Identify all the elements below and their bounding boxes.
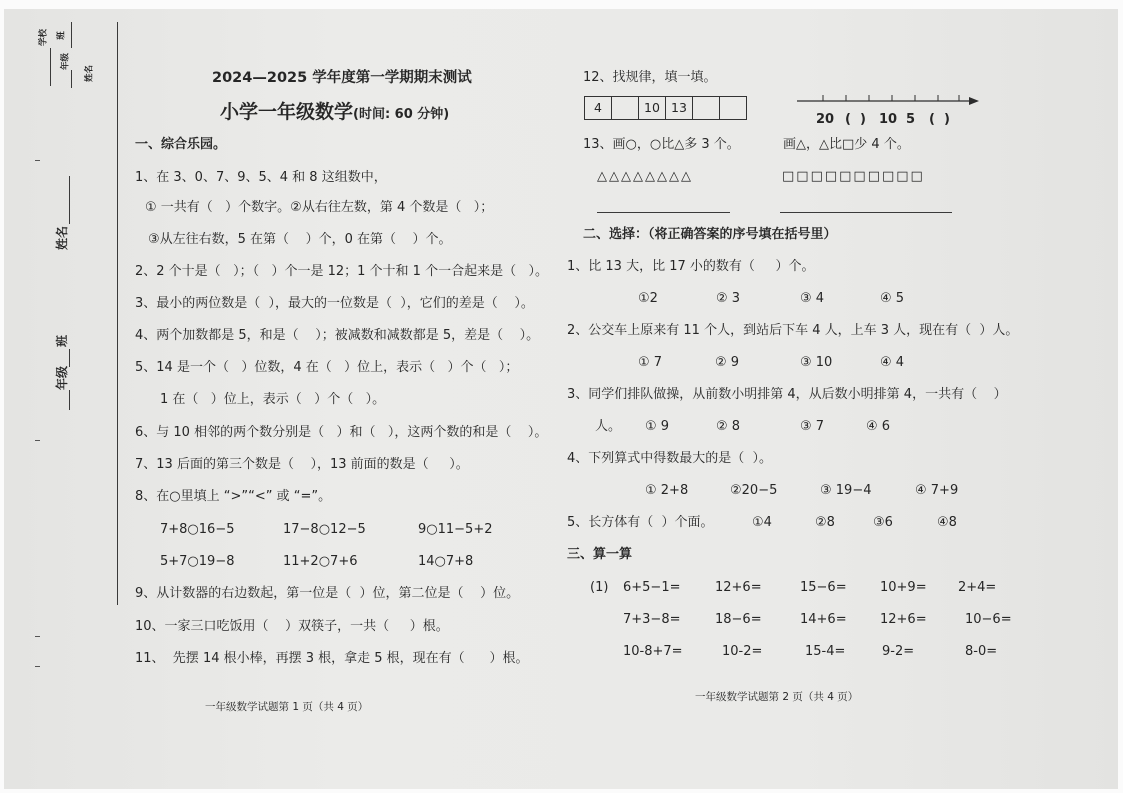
number-line-label: 10 xyxy=(879,112,898,127)
number-line-label: 20 xyxy=(816,112,835,127)
question-6: 6、与 10 相邻的两个数分别是（ ）和（ ），这两个数的和是（ ）。 xyxy=(135,425,548,440)
binding-mark xyxy=(35,666,40,667)
answer-line-triangles xyxy=(780,212,952,213)
binding-mark xyxy=(35,636,40,637)
choice-question-5: 5、长方体有（ ）个面。 xyxy=(567,515,714,530)
choice-option: ③ 7 xyxy=(800,419,825,434)
choice-option: ③ 10 xyxy=(800,355,833,370)
pattern-box: 13 xyxy=(666,96,693,120)
compare-item: 9○11−5+2 xyxy=(418,522,493,537)
question-7: 7、13 后面的第三个数是（ ），13 前面的数是（ ）。 xyxy=(135,457,469,472)
choice-question-1: 1、比 13 大，比 17 小的数有（ ）个。 xyxy=(567,259,815,274)
compare-item: 7+8○16−5 xyxy=(160,522,235,537)
section-3-heading: 三、算一算 xyxy=(567,547,633,562)
calc-item: 14+6= xyxy=(800,612,847,627)
choice-option: ④8 xyxy=(937,515,957,530)
question-9: 9、从计数器的右边数起，第一位是（ ）位，第二位是（ ）位。 xyxy=(135,586,520,601)
page-2-footer: 一年级数学试题第 2 页（共 4 页） xyxy=(695,691,859,703)
choice-option: ①4 xyxy=(752,515,772,530)
triangle-row: △△△△△△△△ xyxy=(597,169,693,184)
exam-title: 2024—2025 学年度第一学期期末测试 xyxy=(212,70,472,86)
choice-option: ④ 7+9 xyxy=(915,483,959,498)
calc-item: 10+9= xyxy=(880,580,927,595)
choice-option: ① 7 xyxy=(638,355,663,370)
binding-grade-label: 年级 xyxy=(55,366,69,391)
section-2-heading: 二、选择：（将正确答案的序号填在括号里） xyxy=(583,227,837,242)
calc-item: 12+6= xyxy=(715,580,762,595)
binding-top-school-line xyxy=(50,48,51,86)
question-5: 5、14 是一个（ ）位数，4 在（ ）位上，表示（ ）个（ ）； xyxy=(135,360,519,375)
pattern-box xyxy=(612,96,639,120)
question-10: 10、一家三口吃饭用（ ）双筷子，一共（ ）根。 xyxy=(135,619,449,634)
pattern-box: 10 xyxy=(639,96,666,120)
calc-item: 15−6= xyxy=(800,580,847,595)
choice-option: ② 9 xyxy=(715,355,740,370)
pattern-box: 4 xyxy=(585,96,612,120)
binding-top-grade-line xyxy=(71,70,72,88)
choice-question-2: 2、公交车上原来有 11 个人，到站后下车 4 人，上车 3 人，现在有（ ）人。 xyxy=(567,323,1019,338)
binding-mark xyxy=(35,160,40,161)
choice-question-4: 4、下列算式中得数最大的是（ ）。 xyxy=(567,451,773,466)
binding-top-school-label: 学校 xyxy=(38,29,49,47)
binding-mark xyxy=(35,440,40,441)
pattern-box xyxy=(720,96,747,120)
calc-item: 10−6= xyxy=(965,612,1012,627)
calc-item: 9-2= xyxy=(882,644,915,659)
question-2: 2、2 个十是（ ）；（ ）个一是 12；1 个十和 1 个一合起来是（ ）。 xyxy=(135,264,548,279)
choice-option: ③ 4 xyxy=(800,291,825,306)
calc-item: 12+6= xyxy=(880,612,927,627)
choice-option: ②20−5 xyxy=(730,483,778,498)
compare-item: 14○7+8 xyxy=(418,554,474,569)
exam-subtitle xyxy=(220,100,449,127)
choice-option: ④ 5 xyxy=(880,291,905,306)
choice-option: ② 3 xyxy=(716,291,741,306)
square-row: □□□□□□□□□□ xyxy=(782,169,925,184)
calc-group-label: (1) xyxy=(590,580,609,595)
question-1-part-b: ③从左往右数，5 在第（ ）个，0 在第（ ）个。 xyxy=(148,232,452,247)
binding-top-grade-label: 年级 xyxy=(60,53,71,71)
choice-option: ④ 4 xyxy=(880,355,905,370)
binding-top-name-label: 姓名 xyxy=(84,65,95,83)
answer-line-circles xyxy=(597,212,730,213)
number-line-label: ( ) xyxy=(845,112,866,127)
binding-top-class-label: 班 xyxy=(56,31,67,40)
binding-class-label: 班 xyxy=(55,335,69,348)
calc-item: 6+5−1= xyxy=(623,580,681,595)
choice-question-3: 3、同学们排队做操，从前数小明排第 4，从后数小明排第 4，一共有（ ） xyxy=(567,387,1007,402)
page-1-footer: 一年级数学试题第 1 页（共 4 页） xyxy=(205,701,369,713)
question-1-part-a: ① 一共有（ ）个数字。②从右往左数，第 4 个数是（ ）； xyxy=(145,200,494,215)
question-3: 3、最小的两位数是（ ），最大的一位数是（ ），它们的差是（ ）。 xyxy=(135,296,534,311)
calc-item: 2+4= xyxy=(958,580,997,595)
choice-option: ① 9 xyxy=(645,419,670,434)
compare-item: 5+7○19−8 xyxy=(160,554,235,569)
binding-name-line xyxy=(69,176,70,224)
calc-item: 10-2= xyxy=(722,644,763,659)
pattern-box xyxy=(693,96,720,120)
question-5-continued: 1 在（ ）位上，表示（ ）个（ ）。 xyxy=(160,392,386,407)
choice-option: ④ 6 xyxy=(866,419,891,434)
choice-option: ① 2+8 xyxy=(645,483,689,498)
binding-name-label: 姓名 xyxy=(55,226,69,251)
subject-title: 小学一年级数学 xyxy=(220,101,354,123)
compare-item: 17−8○12−5 xyxy=(283,522,366,537)
binding-grade-line xyxy=(69,390,70,410)
choice-option: ①2 xyxy=(638,291,658,306)
calc-item: 7+3−8= xyxy=(623,612,681,627)
question-1: 1、在 3、0、7、9、5、4 和 8 这组数中， xyxy=(135,170,387,185)
choice-option: ②8 xyxy=(815,515,835,530)
number-line-label: ( ) xyxy=(929,112,950,127)
choice-option: ③6 xyxy=(873,515,893,530)
binding-line xyxy=(117,22,118,605)
question-8: 8、在○里填上 “>”“<” 或 “=”。 xyxy=(135,489,332,504)
number-line xyxy=(793,88,983,110)
question-13-right: 画△，△比□少 4 个。 xyxy=(783,137,910,152)
pattern-boxes xyxy=(584,96,747,120)
binding-top-class-line xyxy=(71,22,72,48)
calc-item: 18−6= xyxy=(715,612,762,627)
question-11: 11、 先摆 14 根小棒，再摆 3 根，拿走 5 根，现在有（ ）根。 xyxy=(135,651,529,666)
question-4: 4、两个加数都是 5，和是（ ）；被减数和减数都是 5，差是（ ）。 xyxy=(135,328,540,343)
number-line-label: 5 xyxy=(906,112,916,127)
question-12: 12、找规律，填一填。 xyxy=(583,70,717,85)
calc-item: 15-4= xyxy=(805,644,846,659)
time-limit: (时间: 60 分钟) xyxy=(353,107,450,122)
calc-item: 10-8+7= xyxy=(623,644,683,659)
number-line-arrow xyxy=(969,97,979,105)
section-1-heading: 一、综合乐园。 xyxy=(135,137,227,152)
calc-item: 8-0= xyxy=(965,644,998,659)
question-13-left: 13、画○，○比△多 3 个。 xyxy=(583,137,740,152)
choice-question-3-continued: 人。 xyxy=(595,419,622,434)
choice-option: ③ 19−4 xyxy=(820,483,872,498)
compare-item: 11+2○7+6 xyxy=(283,554,358,569)
choice-option: ② 8 xyxy=(716,419,741,434)
